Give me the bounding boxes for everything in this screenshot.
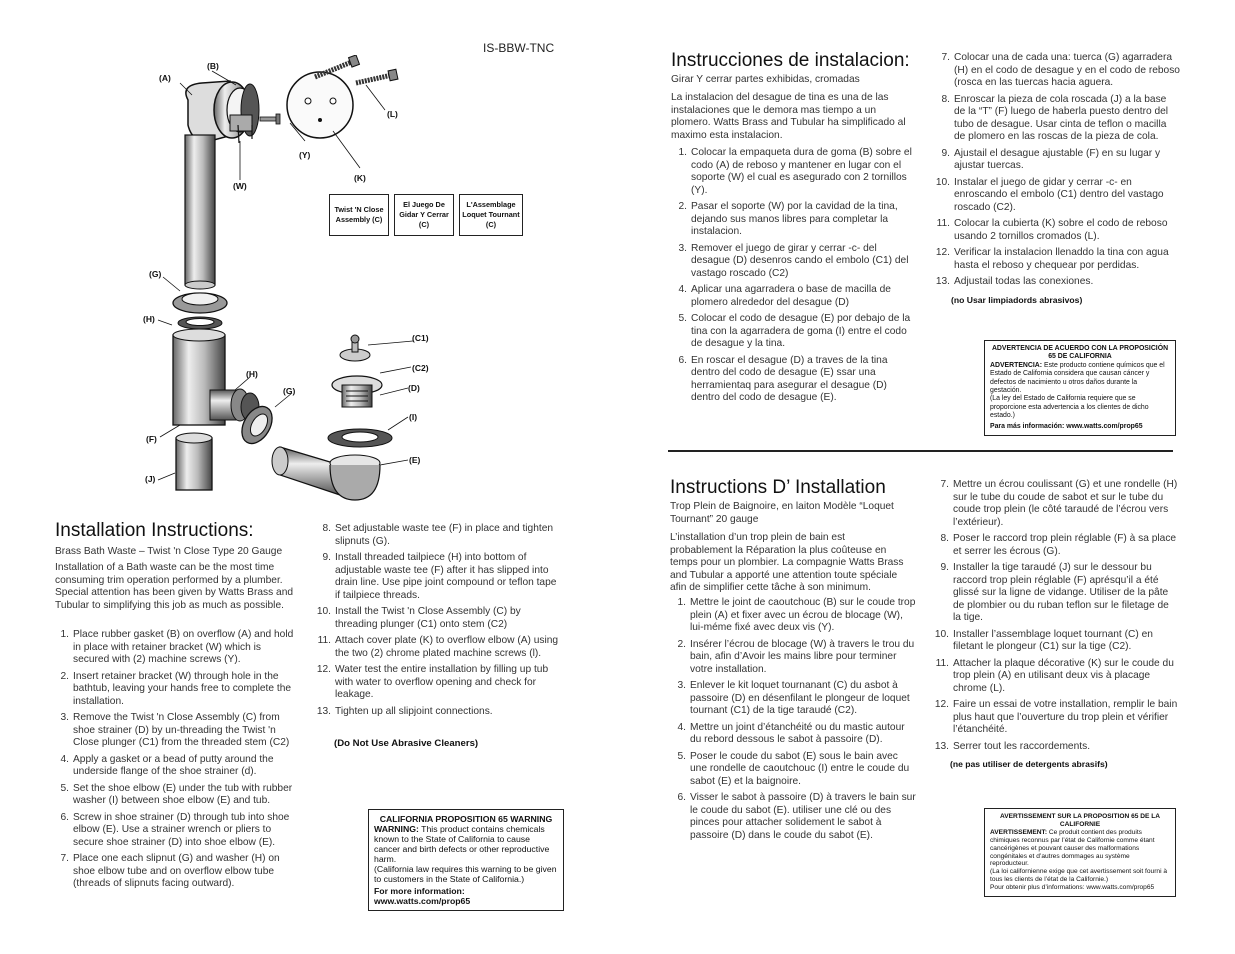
english-prop65-warning [368, 809, 564, 911]
callout-L: (L) [387, 109, 398, 119]
english-step-6: 6. Screw in shoe strainer (D) through tub into shoe elbow (E). Use a strainer wrench or pliers to secure shoe strainer (D) into shoe elbow (E). [60, 811, 290, 848]
french-step-8: 8. Poser le raccord trop plein réglable (F) à sa place et serrer les écrous (G). [940, 533, 1177, 557]
english-step-4: 4. Apply a gasket or a bead of putty around the underside flange of the shoe strainer (d). [60, 753, 274, 777]
callout-H-side: (H) [246, 369, 258, 379]
spanish-step-11: 11. Colocar la cubierta (K) sobre el codo de reboso usando 2 tornillos cromados (L). [936, 218, 1168, 242]
warning-body: This product contains chemicals known to the State of California to cause cancer and birth defects or other reproductive harm. [374, 824, 550, 864]
assembly-label-french: L'Assemblage Loquet Tournant (C) [459, 194, 523, 236]
spanish-note: (no Usar limpiadords abrasivos) [951, 295, 1083, 305]
french-step-5: 5. Poser le coude du sabot (E) sous le bain avec une rondelle de caoutchouc (I) entre le coude du sabot (E) et la baignoire. [677, 750, 910, 787]
english-step-9: 9. Install threaded tailpiece (H) into bottom of adjustable waste tee (F) after it has slipped into drain line. Use pipe joint compound or teflon tape if tailpiece threads. [322, 552, 557, 601]
french-subtitle: Trop Plein de Baignoire, en laiton Modèle “Loquet Tournant” 20 gauge [670, 501, 894, 525]
callout-D: (D) [408, 383, 420, 393]
french-step-3: 3. Enlever le kit loquet tournanant (C) du asbot à passoire (D) en désenfilant le plongeur de loquet tournant (C1) de la tige taraudé (C2). [677, 680, 910, 716]
english-steps-col1 [49, 629, 299, 895]
english-title: Installation Instructions: [55, 520, 254, 541]
shoe-strainer-part [332, 376, 382, 407]
callout-E: (E) [409, 455, 421, 465]
assembly-label-spanish: El Juego De Gidar Y Cerrar (C) [394, 194, 454, 236]
spanish-step-2: 2. Pasar el soporte (W) por la cavidad de la tina, dejando sus manos libres para completar la instalacion. [678, 201, 898, 237]
french-step-6: 6. Visser le sabot à passoire (D) à travers le bain sur le coude du sabot (E). utiliser une clé ou des pinces pour attacher solidement le sabot à passoire (D) dans le coude du sabot (E). [677, 792, 916, 841]
callout-G-side: (G) [283, 386, 296, 396]
callout-W: (W) [233, 181, 247, 191]
callout-G-top: (G) [149, 269, 162, 279]
callout-B: (B) [207, 61, 219, 71]
warning-law: (La ley del Estado de California requiere que se proporcione esta advertencia a los clientes de dicho estado.) [990, 395, 1149, 420]
french-prop65-warning [984, 808, 1176, 897]
french-step-12: 12. Faire un essai de votre installation, remplir le bain plus haut que l’ouverture du trop plein et vérifier l’étanchéité. [934, 699, 1178, 735]
french-step-11: 11. Attacher la plaque décorative (K) sur le coude du trop plein (A) en utilisant deux vis à placage chrome (L). [935, 657, 1174, 694]
warning-title: CALIFORNIA PROPOSITION 65 WARNING [379, 814, 553, 824]
assembly-label-english: Twist 'N Close Assembly (C) [329, 194, 389, 236]
spanish-title: Instrucciones de instalacion: [671, 50, 910, 71]
callout-K: (K) [354, 173, 366, 183]
french-step-7: 7. Mettre un écrou coulissant (G) et une rondelle (H) sur le tube du coude de sabot et sur le tube du coude trop plein (le côté taraudé de l’écrou vers l’extérieur). [940, 479, 1178, 528]
french-step-10: 10. Installer l’assemblage loquet tournant (C) en filetant le plongeur (C1) sur la tige (C2). [934, 628, 1153, 652]
french-intro: L’installation d’un trop plein de bain est probablement la Réparation la plus coûteuse en temps pour un plombier. La compagnie Watts Brass and Tubular a apporté une attention toute spéciale afin de simplifier cette tâche à son minimum. [670, 532, 904, 593]
warning-label: ADVERTENCIA: [990, 361, 1043, 369]
warning-footer: Para más información: www.watts.com/prop65 [990, 422, 1143, 430]
spanish-step-3: 3. Remover el juego de girar y cerrar -c- del desague (D) desenros cando el embolo (C1) del vastago roscado (C2) [678, 242, 909, 279]
french-title: Instructions D’ Installation [670, 477, 886, 498]
english-step-12: 12. Water test the entire installation by filling up tub with water to overflow opening and check for leakage. [316, 664, 549, 700]
english-step-13: 13. Tighten up all slipjoint connections. [316, 705, 493, 717]
document-id: IS-BBW-TNC [483, 41, 555, 55]
warning-body: Ce produit contient des produits chimiques reconnus par l’état de Californie comme étant cancérigènes et pouvant causer des malformations congénitales et d’autres dommages au système reproducteur. [990, 828, 1155, 868]
warning-title: AVERTISSEMENT SUR LA PROPOSITION 65 DE LA CALIFORNIE [999, 813, 1161, 828]
english-step-8: 8. Set adjustable waste tee (F) in place and tighten slipnuts (G). [322, 523, 554, 547]
rubber-washer-part [328, 429, 392, 447]
english-step-3: 3. Remove the Twist 'n Close Assembly (C) from shoe strainer (D) by un-threading the Twist 'n Close plunger (C1) from the threaded stem (C2) [60, 712, 290, 748]
warning-law: (California law requires this warning to be given to customers in the State of California.) [374, 864, 557, 884]
callout-I: (I) [409, 412, 418, 422]
warning-label: WARNING: [374, 824, 419, 834]
spanish-step-9: 9. Ajustail el desague ajustable (F) en su lugar y ajustar tuercas. [941, 147, 1161, 171]
spanish-step-1: 1. Colocar la empaqueta dura de goma (B) sobre el codo (A) de reboso y mantener en lugar con el soporte (W) el cual es asegurado con 2 tornillos (Y). [678, 147, 912, 196]
spanish-step-5: 5. Colocar el codo de desague (E) por debajo de la tina con la agarradera de goma (I) entre el codo de desague y la tina. [678, 313, 911, 349]
spanish-step-4: 4. Aplicar una agarradera o base de macilla de plomero alrededor del desague (D) [678, 284, 891, 308]
section-divider [668, 450, 1173, 452]
exploded-parts-diagram [140, 55, 470, 505]
french-step-9: 9. Installer la tige taraudé (J) sur le dessour bu raccord trop plein réglable (F) aprésqu’il a été glissé sur la ligne de vidange. Utiliser de la pâte de plombier ou du ruban teflon sur le filetage de la tige. [940, 562, 1169, 623]
spanish-step-13: 13. Adjustail todas las conexiones. [935, 276, 1094, 287]
shoe-elbow-part [272, 447, 380, 500]
french-step-2: 2. Insérer l’écrou de blocage (W) à travers le trou du bain, afin d’Avoir les mains libre pour terminer votre installation. [677, 638, 915, 675]
callout-C2: (C2) [412, 363, 429, 373]
warning-law: (La loi californienne exige que cet avertissement soit fourni à tous les clients de l’état de la Californie.) [990, 868, 1168, 884]
english-step-7: 7. Place one each slipnut (G) and washer (H) on shoe elbow tube and on overflow elbow tube (threads of slipnuts facing outward). [60, 853, 280, 889]
french-note: (ne pas utiliser de detergents abrasifs) [950, 759, 1108, 769]
washer-part [178, 317, 222, 329]
callout-C1: (C1) [412, 333, 429, 343]
callout-A: (A) [159, 73, 171, 83]
callout-F: (F) [146, 434, 157, 444]
warning-footer: Pour obtenir plus d’informations: www.watts.com/prop65 [990, 884, 1155, 892]
english-step-5: 5. Set the shoe elbow (E) under the tub with rubber washer (I) between shoe elbow (E) and tub. [60, 782, 293, 806]
english-intro: Installation of a Bath waste can be the most time consuming trim operation performed by a plumber. Special attention has been given by Watts Brass and Tubular to simplifying this job as much as possible. [55, 562, 294, 611]
spanish-step-12: 12. Verificar la instalacion llenaddo la tina con agua hasta el reboso y chequear por perdidas. [935, 247, 1169, 271]
english-step-11: 11. Attach cover plate (K) to overflow elbow (A) using the two (2) chrome plated machine screws (l). [317, 635, 559, 659]
french-step-4: 4. Mettre un joint d’étanchéité ou du mastic autour du rebord dessous le sabot à passoire (D). [677, 721, 905, 745]
spanish-step-7: 7. Colocar una de cada una: tuerca (G) agarradera (H) en el codo de desague y en el codo de reboso (rosca en las tuercas hacia aguera. [941, 52, 1180, 88]
english-step-2: 2. Insert retainer bracket (W) through hole in the bathtub, leaving your hands free to complete the installation. [60, 670, 292, 707]
english-subtitle: Brass Bath Waste – Twist 'n Close Type 20 Gauge [55, 546, 283, 557]
english-step-1: 1. Place rubber gasket (B) on overflow (A) and hold in place with retainer bracket (W) which is secured with (2) machine screws (Y). [60, 629, 294, 665]
english-step-10: 10. Install the Twist 'n Close Assembly (C) by threading plunger (C1) onto stem (C2) [316, 606, 521, 630]
callout-Y: (Y) [299, 150, 311, 160]
spanish-step-10: 10. Instalar el juego de gidar y cerrar -c- en enroscando el embolo (C1) dentro del vastago roscado (C2). [935, 176, 1164, 213]
english-steps-col2 [311, 523, 561, 722]
callout-H-top: (H) [143, 314, 155, 324]
spanish-steps-col1 [667, 147, 917, 409]
spanish-step-8: 8. Enroscar la pieza de cola roscada (J) a la base de la “T” (F) luego de haberla puesto dentro del tubo de desague. Usar cinta de teflon o macilla de plomero en las roscas de la pieza de cola. [941, 93, 1169, 142]
spanish-intro: La instalacion del desague de tina es una de las instalaciones que le demora mas tiempo a un plomero. Watts Brass and Tubular ha simplificado al maximo esta instalacion. [671, 92, 906, 141]
french-step-1: 1. Mettre le joint de caoutchouc (B) sur le coude trop plein (A) et fixer avec un écrou de blocage (W), lui-méme fixé avec deux vis (Y). [677, 597, 916, 633]
warning-label: AVERTISSEMENT: [990, 828, 1048, 836]
cover-plate-part [287, 72, 353, 138]
english-note: (Do Not Use Abrasive Cleaners) [334, 738, 479, 749]
callout-J: (J) [145, 474, 156, 484]
machine-screw-part [260, 114, 280, 124]
plunger-part [340, 335, 370, 361]
warning-title: ADVERTENCIA DE ACUERDO CON LA PROPOSICIÓN 65 DE CALIFORNIA [991, 345, 1169, 361]
slipnut-part [173, 293, 227, 313]
french-steps-col2 [929, 479, 1179, 757]
warning-body: Este producto contiene químicos que el Estado de California considera que causan cáncer y defectos de nacimiento u otros daños durante la gestación. [990, 361, 1165, 395]
tailpiece-part [176, 433, 212, 490]
spanish-step-6: 6. En roscar el desague (D) a traves de la tina dentro del codo de desague (E) ssar una herramientaq para asegurar el desague (D) dentro del codo de desague (E). [678, 354, 888, 403]
french-step-13: 13. Serrer tout les raccordements. [934, 740, 1091, 752]
spanish-prop65-warning [984, 340, 1176, 436]
warning-footer: For more information: www.watts.com/prop65 [374, 886, 471, 906]
spanish-subtitle: Girar Y cerrar partes exhibidas, cromadas [671, 74, 860, 85]
french-steps-col1 [666, 597, 916, 846]
spanish-steps-col2 [930, 52, 1180, 293]
